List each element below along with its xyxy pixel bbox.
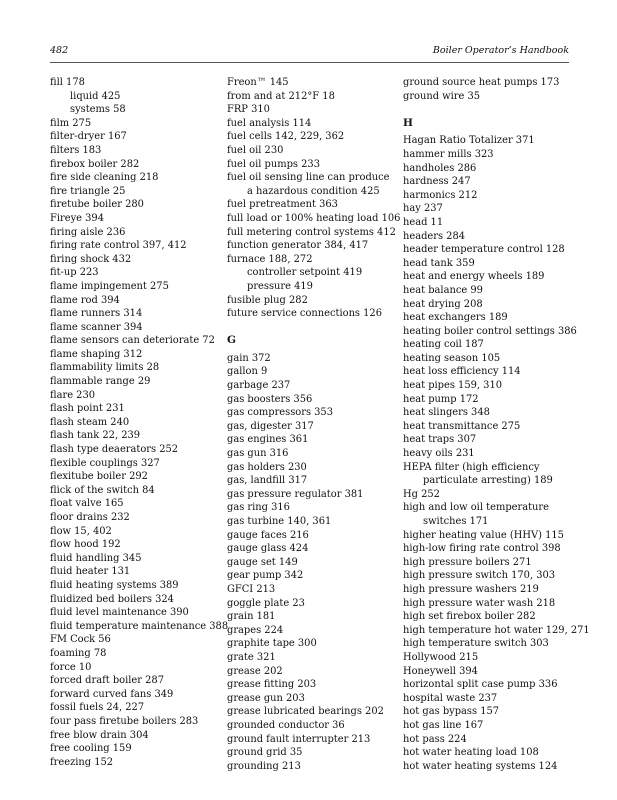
index-entry: gas turbine 140, 361: [227, 516, 332, 527]
index-entry: ground fault interrupter 213: [227, 733, 371, 745]
index-entry: forward curved fans 349: [50, 688, 174, 700]
index-entry: fluidized bed boilers 324: [50, 593, 174, 605]
index-entry: hot water heating load 108: [403, 747, 539, 759]
index-entry: gas holders 230: [227, 461, 307, 473]
index-entry: from and at 212°F 18: [227, 90, 335, 102]
index-entry: graphite tape 300: [227, 638, 317, 650]
index-entry: heating boiler control settings 386: [403, 325, 577, 337]
index-entry: high-low firing rate control 398: [403, 543, 561, 555]
index-entry: flame runners 314: [50, 308, 143, 320]
index-entry: firebox boiler 282: [50, 158, 140, 170]
index-entry: goggle plate 23: [227, 597, 305, 609]
index-entry: ground source heat pumps 173: [403, 77, 560, 88]
index-entry: grate 321: [227, 651, 276, 663]
index-entry: heat traps 307: [403, 434, 477, 446]
index-entry: future service connections 126: [227, 308, 382, 320]
index-entry: Hagan Ratio Totalizer 371: [403, 135, 535, 147]
index-entry: foaming 78: [50, 647, 107, 659]
index-entry: flame sensors can deteriorate 72: [50, 335, 215, 347]
index-subentry: pressure 419: [247, 280, 313, 292]
index-subentry: systems 58: [70, 104, 126, 116]
index-entry: gas, digester 317: [227, 420, 314, 432]
index-entry: high temperature switch 303: [403, 638, 549, 650]
index-entry: fusible plug 282: [227, 294, 308, 306]
index-entry: firing rate control 397, 412: [50, 240, 187, 252]
index-entry: float valve 165: [50, 498, 124, 510]
index-column-3: [403, 76, 590, 773]
index-entry: high pressure washers 219: [403, 583, 539, 595]
index-entry: firing aisle 236: [50, 226, 126, 238]
index-entry: flame shaping 312: [50, 348, 143, 360]
index-entry: free cooling 159: [50, 743, 132, 755]
index-entry: hardness 247: [403, 176, 471, 188]
index-entry: flare 230: [50, 389, 96, 401]
index-entry: flash steam 240: [50, 416, 130, 428]
index-entry: hay 237: [403, 203, 443, 215]
index-entry: forced draft boiler 287: [50, 675, 164, 687]
index-entry: flame impingement 275: [50, 280, 169, 292]
index-entry: floor drains 232: [50, 512, 130, 523]
index-entry: free blow drain 304: [50, 729, 149, 741]
index-entry: flash point 231: [50, 403, 125, 415]
index-entry: FRP 310: [227, 104, 270, 116]
index-entry: hot pass 224: [403, 733, 467, 745]
index-entry: high pressure boilers 271: [403, 556, 532, 568]
index-entry: headers 284: [403, 230, 466, 242]
running-header: [50, 44, 569, 63]
index-entry: high temperature hot water 129, 271: [403, 624, 590, 636]
index-entry: flammability limits 28: [50, 362, 160, 374]
index-entry: grounding 213: [227, 760, 301, 772]
index-entry: heating season 105: [403, 352, 501, 364]
index-entry: HEPA filter (high efficiency particulate arresting) 189: [403, 461, 553, 487]
index-entry: fuel oil 230: [227, 144, 284, 156]
index-entry: fire triangle 25: [50, 185, 126, 197]
book-title: Boiler Operator’s Handbook: [432, 45, 569, 56]
index-entry: fluid level maintenance 390: [50, 607, 189, 619]
index-entry: hot gas line 167: [403, 719, 484, 731]
index-entry: fossil fuels 24, 227: [50, 702, 145, 714]
index-entry: heat and energy wheels 189: [403, 271, 545, 283]
index-entry: fuel oil sensing line can produce a hazardous condition 425: [227, 172, 390, 197]
index-entry: fit-up 223: [50, 267, 99, 279]
index-entry: heat loss efficiency 114: [403, 366, 521, 378]
index-entry: grease gun 203: [227, 692, 305, 704]
index-entry: GFCI 213: [227, 583, 276, 595]
index-entry: filter-dryer 167: [50, 131, 127, 143]
index-entry: flash tank 22, 239: [50, 430, 141, 442]
index-entry: firing shock 432: [50, 253, 132, 265]
index-entry: fuel oil pumps 233: [227, 158, 320, 170]
index-entry: fluid heater 131: [50, 566, 131, 578]
index-entry: gain 372: [227, 352, 271, 364]
index-entry: gauge set 149: [227, 556, 298, 568]
index-entry: header temperature control 128: [403, 244, 565, 256]
index-entry: film 275: [50, 117, 92, 129]
index-entry: force 10: [50, 661, 92, 673]
index-entry: flame scanner 394: [50, 321, 143, 333]
index-entry: high pressure water wash 218: [403, 597, 556, 609]
index-entry: grain 181: [227, 611, 276, 623]
index-entry: function generator 384, 417: [227, 240, 369, 252]
index-entry: flow 15, 402: [50, 525, 112, 537]
index-entry: four pass firetube boilers 283: [50, 715, 199, 727]
index-entry: flexitube boiler 292: [50, 471, 148, 483]
index-entry: fluid temperature maintenance 388: [50, 620, 229, 632]
index-entry: hospital waste 237: [403, 692, 498, 704]
index-entry: heavy oils 231: [403, 448, 475, 460]
index-entry: gauge faces 216: [227, 529, 309, 541]
index-entry: horizontal split case pump 336: [403, 679, 558, 691]
index-column-2: [227, 76, 401, 773]
index-entry: gas gun 316: [227, 448, 289, 460]
index-entry: furnace 188, 272: [227, 253, 313, 265]
index-entry: high pressure switch 170, 303: [403, 570, 556, 582]
index-entry: flow hood 192: [50, 539, 121, 551]
index-entry: Hollywood 215: [403, 651, 479, 663]
index-entry: heat exchangers 189: [403, 312, 508, 324]
index-entry: heat slingers 348: [403, 407, 490, 419]
index-entry: heat pump 172: [403, 393, 479, 405]
index-entry: flammable range 29: [50, 376, 151, 388]
index-entry: handholes 286: [403, 162, 477, 174]
index-entry: fuel pretreatment 363: [227, 199, 338, 211]
index-entry: Freon™ 145: [227, 77, 289, 88]
index-entry: fuel cells 142, 229, 362: [227, 131, 345, 143]
index-entry: high set firebox boiler 282: [403, 611, 536, 623]
index-entry: fill 178: [50, 77, 85, 88]
index-entry: filters 183: [50, 144, 102, 156]
page-number: 482: [50, 45, 69, 56]
index-entry: Hg 252: [403, 488, 440, 500]
index-entry: fuel analysis 114: [227, 117, 312, 129]
index-entry: head 11: [403, 216, 444, 228]
index-section-letter: H: [403, 116, 413, 129]
index-entry: gas pressure regulator 381: [227, 488, 364, 500]
index-entry: firetube boiler 280: [50, 199, 144, 211]
index-entry: fluid heating systems 389: [50, 579, 179, 591]
index-entry: gas compressors 353: [227, 407, 333, 419]
index-entry: hammer mills 323: [403, 148, 494, 160]
index-entry: fluid handling 345: [50, 552, 142, 564]
index-entry: heating coil 187: [403, 339, 484, 351]
index-entry: grounded conductor 36: [227, 719, 345, 731]
index-entry: full metering control systems 412: [227, 226, 396, 238]
index-entry: Fireye 394: [50, 212, 104, 224]
index-entry: heat transmittance 275: [403, 420, 521, 432]
index-entry: gauge glass 424: [227, 543, 309, 555]
index-section-letter: G: [227, 334, 236, 347]
index-subentry: liquid 425: [70, 90, 121, 102]
index-entry: grease lubricated bearings 202: [227, 706, 384, 718]
index-entry: hot water heating systems 124: [403, 760, 558, 772]
index-entry: Honeywell 394: [403, 665, 478, 677]
index-entry: head tank 359: [403, 257, 475, 269]
index-entry: gear pump 342: [227, 570, 304, 582]
index-entry: gallon 9: [227, 366, 268, 378]
index-entry: flexible couplings 327: [50, 457, 160, 469]
index-entry: flick of the switch 84: [50, 484, 155, 496]
index-entry: heat drying 208: [403, 298, 483, 310]
index-entry: freezing 152: [50, 756, 114, 768]
index-entry: flash type deaerators 252: [50, 444, 179, 456]
index-column-1: [50, 76, 229, 769]
index-entry: gas boosters 356: [227, 393, 313, 405]
index-entry: FM Cock 56: [50, 634, 111, 646]
index-entry: garbage 237: [227, 380, 291, 392]
index-subentry: controller setpoint 419: [247, 267, 363, 279]
index-entry: harmonics 212: [403, 189, 478, 201]
index-entry: high and low oil temperature switches 171: [403, 502, 549, 527]
index-entry: gas ring 316: [227, 502, 290, 514]
index-entry: ground grid 35: [227, 747, 303, 759]
index-entry: hot gas bypass 157: [403, 706, 500, 718]
index-entry: gas, landfill 317: [227, 475, 308, 487]
index-entry: grease 202: [227, 665, 283, 677]
index-entry: fire side cleaning 218: [50, 172, 159, 184]
index-entry: heat pipes 159, 310: [403, 380, 503, 392]
index-entry: grease fitting 203: [227, 679, 317, 691]
index-entry: higher heating value (HHV) 115: [403, 529, 564, 541]
index-entry: flame rod 394: [50, 294, 120, 306]
index-entry: heat balance 99: [403, 284, 483, 296]
index-entry: full load or 100% heating load 106: [227, 212, 401, 224]
index-entry: gas engines 361: [227, 434, 309, 446]
index-entry: grapes 224: [227, 624, 284, 636]
index-entry: ground wire 35: [403, 90, 481, 102]
